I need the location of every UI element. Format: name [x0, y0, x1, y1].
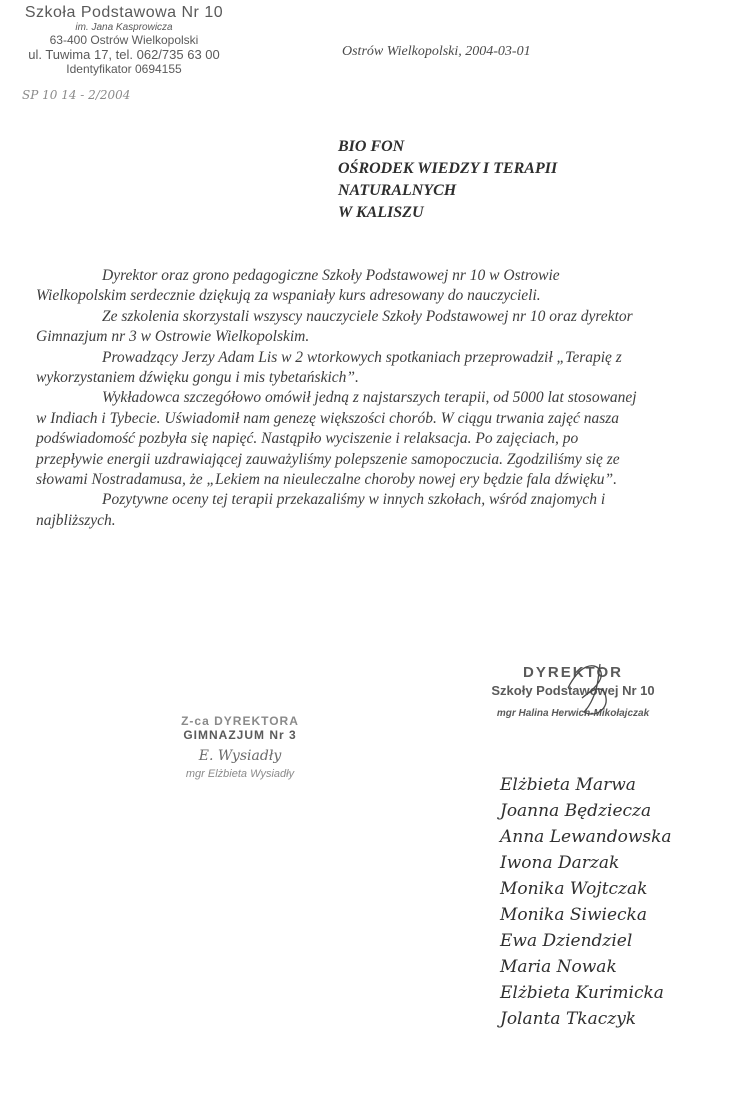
teacher-signature: Elżbieta Marwa [500, 775, 636, 795]
deputy-stamp-title: Z-ca DYREKTORA [181, 714, 299, 728]
recipient-line: NATURALNYCH [338, 182, 457, 199]
teacher-signature: Ewa Dziendziel [500, 931, 633, 951]
director-stamp-title: DYREKTOR [523, 664, 623, 681]
deputy-signature: E. Wysiadły [198, 748, 282, 764]
registry-number: SP 10 14 - 2/2004 [22, 88, 131, 102]
deputy-stamp-name: mgr Elżbieta Wysiadły [185, 768, 295, 780]
teacher-signature: Jolanta Tkaczyk [500, 1009, 637, 1029]
director-stamp-name: mgr Halina Herwich-Mikołajczak [496, 708, 650, 719]
teacher-signature: Elżbieta Kurimicka [500, 983, 664, 1003]
school-stamp-patron: im. Jana Kasprowicza [75, 22, 173, 33]
school-stamp [18, 4, 230, 76]
teacher-signature: Anna Lewandowska [500, 827, 672, 847]
teacher-signature: Monika Siwiecka [500, 905, 647, 925]
director-signature-scribble [560, 658, 620, 722]
recipient-line: OŚRODEK WIEDZY I TERAPII [338, 160, 558, 177]
teacher-signature: Iwona Darzak [500, 853, 620, 873]
director-stamp-school: Szkoły Podstawowej Nr 10 [491, 683, 655, 698]
teacher-signature: Monika Wojtczak [500, 879, 648, 899]
teacher-signature: Joanna Będziecza [500, 801, 652, 821]
letter-body [36, 266, 648, 531]
recipient-address [338, 136, 557, 224]
deputy-stamp-school: GIMNAZJUM Nr 3 [183, 728, 297, 742]
date-line: Ostrów Wielkopolski, 2004-03-01 [342, 44, 531, 59]
teacher-signature-list [500, 772, 740, 1032]
school-stamp-id: Identyfikator 0694155 [66, 62, 182, 76]
body-paragraph: Wykładowca szczegółowo omówił jedną z najstarszych terapii, od 5000 lat stosowanej w Indiach i Tybecie. Uświadomił nam genezę większości chorób. W ciągu trwania zajęć nasza podświadomość pozbyła się napięć. Nastąpiło wyciszenie i relaksacja. Po zajęciach, po przepływie energii uzdrawiającej zauważyliśmy polepszenie samopoczucia. Zgodziliśmy się ze słowami Nostradamusa, że „Lekiem na nieuleczalne choroby nowej ery będzie fala dźwięku”. [36, 389, 637, 489]
body-paragraph: Prowadzący Jerzy Adam Lis w 2 wtorkowych spotkaniach przeprowadził „Terapię z wykorzystaniem dźwięku gongu i mis tybetańskich”. [36, 348, 622, 387]
body-paragraph: Dyrektor oraz grono pedagogiczne Szkoły Podstawowej nr 10 w Ostrowie Wielkopolskim serdecznie dziękują za wspaniały kurs adresowany do nauczycieli. [36, 267, 560, 305]
teacher-signature: Maria Nowak [500, 957, 617, 977]
recipient-line: W KALISZU [338, 204, 424, 221]
body-paragraph: Ze szkolenia skorzystali wszyscy nauczyciele Szkoły Podstawowej nr 10 oraz dyrektor Gimnazjum nr 3 w Ostrowie Wielkopolskim. [36, 307, 633, 346]
school-stamp-name: Szkoła Podstawowa Nr 10 [24, 4, 224, 21]
deputy-stamp [150, 714, 330, 780]
recipient-line: BIO FON [338, 138, 405, 155]
school-stamp-address: 63-400 Ostrów Wielkopolski [49, 33, 199, 47]
school-stamp-phone: ul. Tuwima 17, tel. 062/735 63 00 [28, 47, 220, 62]
body-paragraph: Pozytywne oceny tej terapii przekazaliśmy w innych szkołach, wśród znajomych i najbliższych. [36, 491, 606, 529]
